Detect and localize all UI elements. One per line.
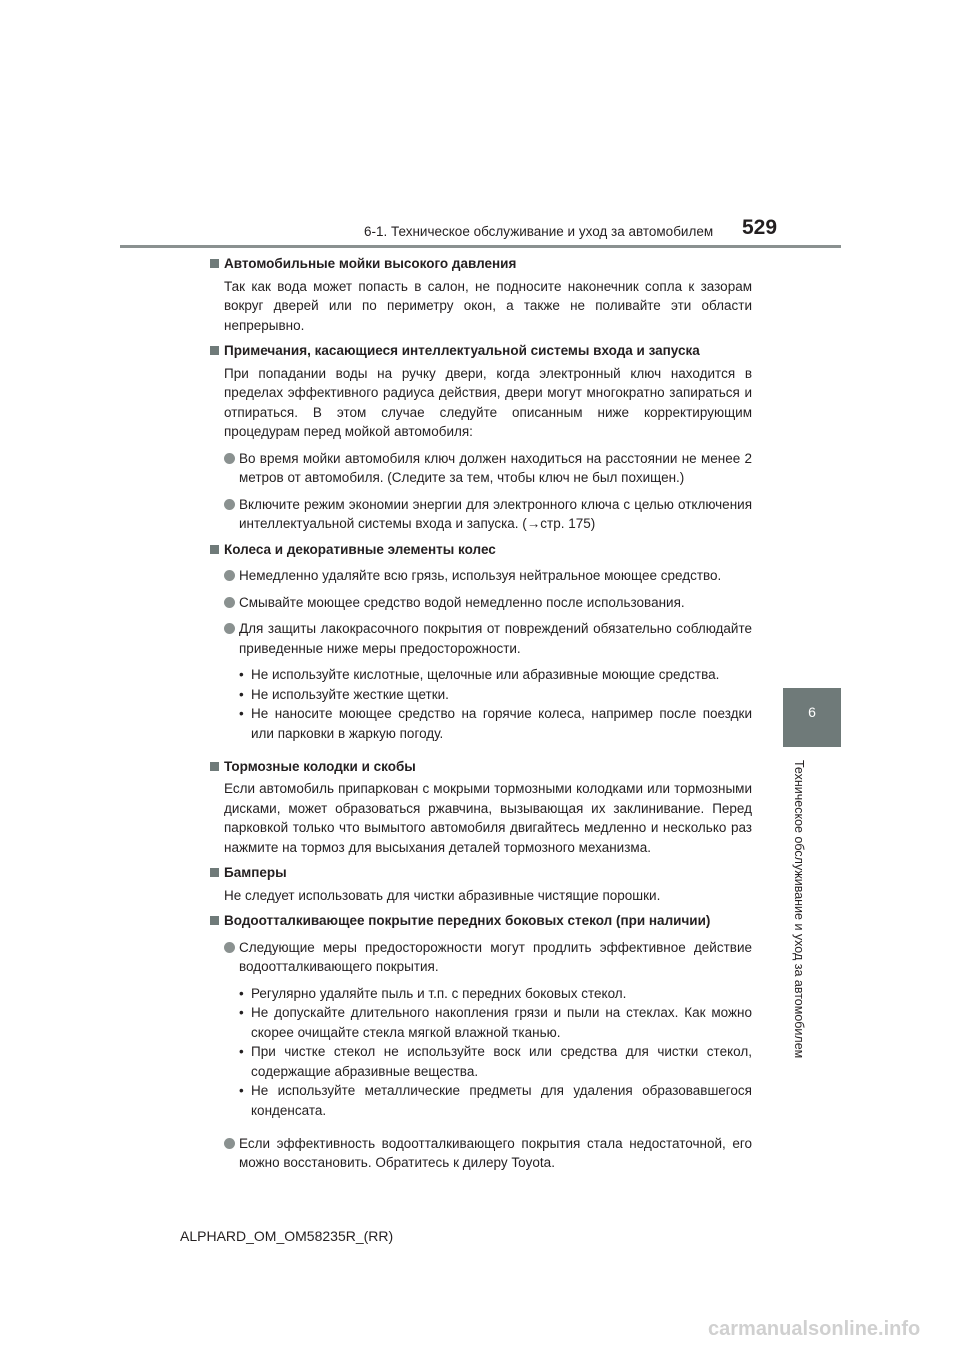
chapter-side-title: Техническое обслуживание и уход за автомобилем — [792, 760, 806, 1059]
circle-bullet-icon — [224, 499, 235, 510]
bullet-item: Для защиты лакокрасочного покрытия от повреждений обязательно соблюдайте приведенные ниже меры предосторожности. — [224, 619, 752, 658]
square-bullet-icon — [210, 346, 219, 355]
page-content — [210, 254, 752, 1173]
sub-list-item: • При чистке стекол не используйте воск или средства для чистки стекол, содержащие абразивные вещества. — [239, 1044, 752, 1079]
circle-bullet-icon — [224, 453, 235, 464]
square-bullet-icon — [210, 916, 219, 925]
section-heading: Тормозные колодки и скобы — [210, 757, 752, 777]
site-watermark: carmanualsonline.info — [708, 1318, 921, 1340]
bullet-item: Во время мойки автомобиля ключ должен находиться на расстоянии не менее 2 метров от автомобиля. (Следите за тем, чтобы ключ не был похищен.) — [224, 449, 752, 488]
circle-bullet-icon — [224, 570, 235, 581]
bullet-item: Следующие меры предосторожности могут продлить эффективное действие водоотталкивающего покрытия. — [224, 938, 752, 977]
section-heading: Водоотталкивающее покрытие передних боковых стекол (при наличии) — [210, 911, 752, 931]
bullet-item: Включите режим экономии энергии для электронного ключа с целью отключения интеллектуальной системы входа и запуска. (→стр. 175) — [224, 495, 752, 534]
section-paragraph: Так как вода может попасть в салон, не подносите наконечник сопла к зазорам вокруг дверей или по периметру окон, а также не поливайте эти области непрерывно. — [224, 278, 752, 333]
sub-list-item: • Не используйте жесткие щетки. — [239, 686, 449, 702]
circle-bullet-icon — [224, 1138, 235, 1149]
sub-list-item: • Не используйте металлические предметы для удаления образовавшегося конденсата. — [239, 1083, 752, 1118]
header-divider — [120, 245, 841, 248]
square-bullet-icon — [210, 545, 219, 554]
sub-list-item: • Не допускайте длительного накопления грязи и пыли на стеклах. Как можно скорее очищайте стекла мягкой влажной тканью. — [239, 1005, 752, 1040]
sub-list — [239, 984, 752, 1121]
sub-list — [239, 665, 752, 743]
circle-bullet-icon — [224, 942, 235, 953]
sub-list-item: • Не наносите моющее средство на горячие колеса, например после поездки или парковки в жаркую погоду. — [239, 706, 752, 741]
bullet-item: Смывайте моющее средство водой немедленно после использования. — [224, 593, 752, 613]
square-bullet-icon — [210, 762, 219, 771]
circle-bullet-icon — [224, 597, 235, 608]
section-paragraph: При попадании воды на ручку двери, когда электронный ключ находится в пределах эффективного радиуса действия, двери могут многократно запираться и отпираться. В этом случае следуйте описанным ниже корректирующим процедурам перед мойкой автомобиля: — [224, 365, 752, 439]
square-bullet-icon — [210, 259, 219, 268]
section-heading: Примечания, касающиеся интеллектуальной системы входа и запуска — [210, 341, 752, 361]
chapter-number: 6 — [808, 704, 816, 720]
section-heading: Автомобильные мойки высокого давления — [210, 254, 752, 274]
bullet-item: Если эффективность водоотталкивающего покрытия стала недостаточной, его можно восстановить. Обратитесь к дилеру Toyota. — [224, 1134, 752, 1173]
section-paragraph: Если автомобиль припаркован с мокрыми тормозными колодками или тормозными дисками, может образоваться ржавчина, вызывающая их заклинивание. Перед парковкой только что вымытого автомобиля двигайтесь медленно и несколько раз нажмите на тормоз для высыхания деталей тормозного механизма. — [224, 781, 752, 855]
sub-list-item: • Регулярно удаляйте пыль и т.п. с передних боковых стекол. — [239, 985, 627, 1001]
running-header-section: 6-1. Техническое обслуживание и уход за автомобилем — [364, 224, 714, 239]
sub-list-item: • Не используйте кислотные, щелочные или абразивные моющие средства. — [239, 667, 720, 682]
section-heading: Колеса и декоративные элементы колес — [210, 540, 752, 560]
section-heading: Бамперы — [210, 863, 752, 883]
circle-bullet-icon — [224, 623, 235, 634]
document-code: ALPHARD_OM_OM58235R_(RR) — [180, 1228, 394, 1244]
chapter-tab — [783, 688, 841, 747]
page-number: 529 — [742, 216, 778, 239]
bullet-item: Немедленно удаляйте всю грязь, используя нейтральное моющее средство. — [224, 566, 752, 586]
square-bullet-icon — [210, 868, 219, 877]
section-paragraph: Не следует использовать для чистки абразивные чистящие порошки. — [224, 887, 661, 903]
